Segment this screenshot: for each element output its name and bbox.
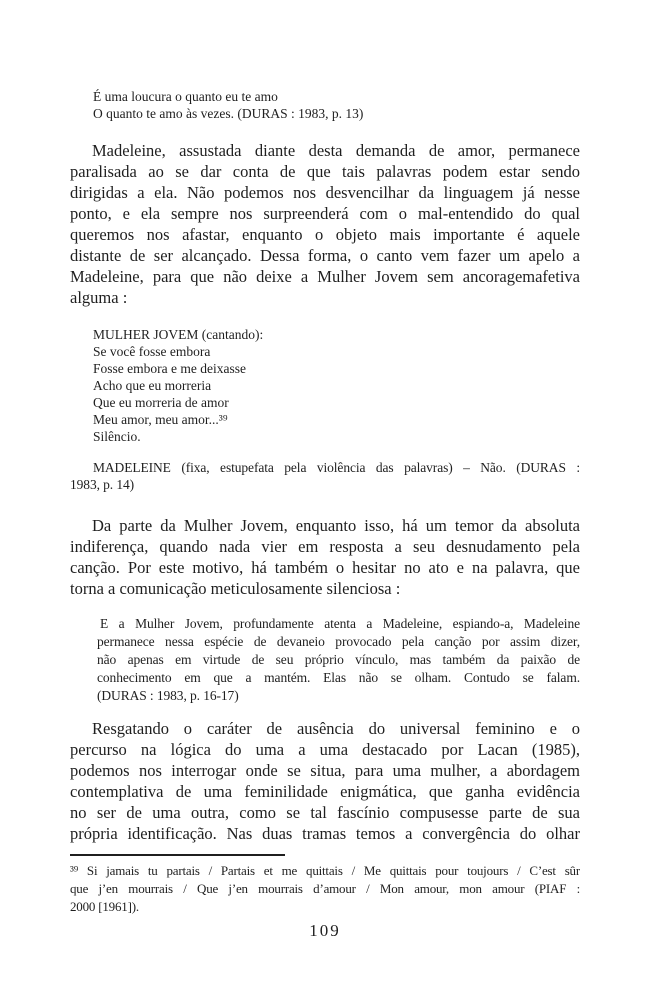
- text-line: O quanto te amo às vezes. (DURAS : 1983, p. 13): [93, 106, 364, 121]
- text-line: MULHER JOVEM (cantando):: [93, 327, 264, 342]
- text-line: indiferença, quando nada vier em resposta a seu desnudamento pela: [70, 537, 580, 556]
- text-line: percurso na lógica do uma a uma destacado por Lacan (1985),: [70, 740, 580, 759]
- song-lyrics-quote: [93, 326, 580, 445]
- text-line: Fosse embora e me deixasse: [93, 361, 246, 376]
- text-line: É uma loucura o quanto eu te amo: [93, 89, 278, 104]
- text-line: E a Mulher Jovem, profundamente atenta a Madeleine, espiando-a, Madeleine: [100, 616, 580, 631]
- text-line: ponto, e ela sempre nos surpreenderá com o mal-entendido do qual: [70, 204, 580, 223]
- text-line: 1983, p. 14): [70, 477, 135, 492]
- text-line: Se você fosse embora: [93, 344, 211, 359]
- footnote: [70, 862, 580, 916]
- text-line: não apenas em virtude de seu próprio vínculo, mas também da paixão de: [97, 652, 580, 667]
- paragraph-mulher-jovem-fear: [70, 515, 580, 599]
- duras-long-quote: [97, 615, 580, 705]
- text-line: Da parte da Mulher Jovem, enquanto isso, há um temor da absoluta: [92, 516, 580, 535]
- text-line: alguma :: [70, 288, 128, 307]
- text-line: paralisada ao se dar conta de que tais palavras podem estar sendo: [70, 162, 580, 181]
- text-line: Madeleine, assustada diante desta demanda de amor, permanece: [92, 141, 580, 160]
- text-line: própria identificação. Nas duas tramas temos a convergência do olhar: [70, 824, 580, 843]
- text-line: Silêncio.: [93, 429, 141, 444]
- text-line: conhecimento em que a mantém. Elas não se olham. Contudo se falam.: [97, 670, 580, 685]
- page-number: 109: [309, 921, 341, 940]
- text-line: podemos nos interrogar onde se situa, para uma mulher, a abordagem: [70, 761, 580, 780]
- text-line: queremos nos afastar, enquanto o objeto mais importante é aquele: [70, 225, 580, 244]
- text-line: torna a comunicação meticulosamente silenciosa :: [70, 579, 401, 598]
- text-line: no ser de uma outra, como se tal fascínio compusesse parte de sua: [70, 803, 580, 822]
- text-line: dirigidas a ela. Não podemos nos desvencilhar da linguagem já nesse: [70, 183, 580, 202]
- text-line: que j’en mourrais / Que j’en mourrais d’amour / Mon amour, mon amour (PIAF :: [70, 881, 580, 896]
- footnote-rule: [70, 854, 285, 856]
- text-line: distante de ser alcançado. Dessa forma, o canto vem fazer um apelo a: [70, 246, 580, 265]
- paragraph-lacan-discussion: [70, 718, 580, 844]
- text-line: (DURAS : 1983, p. 16-17): [97, 688, 239, 703]
- text-line: Madeleine, para que não deixe a Mulher Jovem sem ancoragemafetiva: [70, 267, 580, 286]
- madeleine-reply-quote: [70, 459, 580, 493]
- text-line: Acho que eu morreria: [93, 378, 212, 393]
- text-line: Que eu morreria de amor: [93, 395, 229, 410]
- text-line: Resgatando o caráter de ausência do universal feminino e o: [92, 719, 580, 738]
- text-line: permanece nessa espécie de devaneio provocado pela canção por assim dizer,: [97, 634, 580, 649]
- text-line: MADELEINE (fixa, estupefata pela violência das palavras) – Não. (DURAS :: [93, 460, 580, 475]
- text-line: contemplativa de uma feminilidade enigmática, que ganha evidência: [70, 782, 580, 801]
- text-line: Meu amor, meu amor...³⁹: [93, 412, 228, 427]
- epigraph-quote: [93, 88, 580, 122]
- paragraph-madeleine-demand: [70, 140, 580, 308]
- text-line: canção. Por este motivo, há também o hesitar no ato e na palavra, que: [70, 558, 580, 577]
- text-line: 2000 [1961]).: [70, 899, 139, 914]
- text-line: ³⁹ Si jamais tu partais / Partais et me quittais / Me quittais pour toujours / C’est sûr: [70, 863, 580, 878]
